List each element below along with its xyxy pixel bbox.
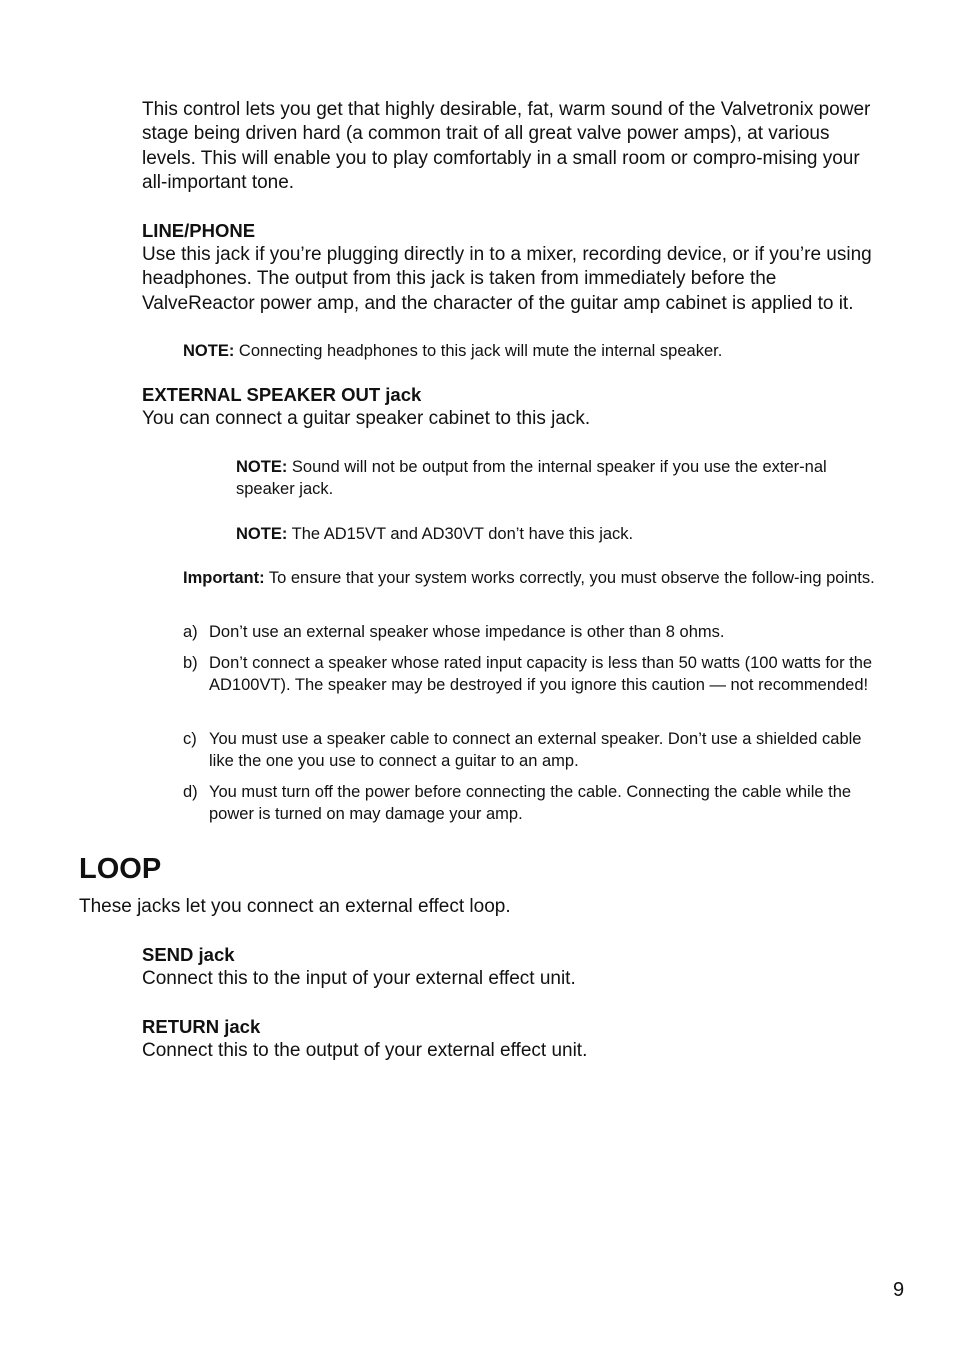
- important-list: [183, 621, 878, 643]
- return-jack-body: Connect this to the output of your external effect unit.: [142, 1040, 588, 1061]
- note-label: NOTE:: [236, 525, 288, 543]
- list-marker: c): [183, 730, 197, 748]
- important-label: Important:: [183, 569, 265, 587]
- important-list-d: [183, 781, 878, 825]
- list-marker: d): [183, 783, 198, 801]
- list-marker: a): [183, 623, 198, 641]
- note-label: NOTE:: [236, 458, 288, 476]
- list-item: [183, 728, 878, 772]
- list-text: Don’t connect a speaker whose rated input capacity is less than 50 watts (100 watts for the AD100VT). The speaker may be destroyed if you ignore this caution — not recommended!: [209, 654, 873, 694]
- list-item: [183, 781, 878, 825]
- important-list-b: [183, 652, 878, 696]
- important-list-c: [183, 728, 878, 772]
- important-text: To ensure that your system works correctly, you must observe the follow-ing points.: [264, 569, 875, 587]
- list-marker: b): [183, 654, 198, 672]
- note-text: Connecting headphones to this jack will mute the internal speaker.: [234, 342, 723, 360]
- important-note: [183, 567, 878, 589]
- list-text: You must turn off the power before connecting the cable. Connecting the cable while the power is turned on may damage your amp.: [209, 783, 852, 823]
- ext-speaker-note-1: [236, 456, 878, 500]
- list-item: [183, 621, 878, 643]
- note-label: NOTE:: [183, 342, 235, 360]
- note-text: The AD15VT and AD30VT don’t have this jack.: [287, 525, 634, 543]
- line-phone-note: [183, 340, 883, 362]
- page-number: 9: [893, 1279, 905, 1301]
- loop-body: These jacks let you connect an external effect loop.: [79, 896, 511, 917]
- line-phone-heading: LINE/PHONE: [142, 220, 256, 241]
- ext-speaker-body: You can connect a guitar speaker cabinet to this jack.: [142, 408, 591, 429]
- note-text: Sound will not be output from the internal speaker if you use the exter-nal speaker jack.: [236, 458, 827, 498]
- list-text: Don’t use an external speaker whose impedance is other than 8 ohms.: [209, 623, 725, 641]
- ext-speaker-heading: EXTERNAL SPEAKER OUT jack: [142, 384, 422, 405]
- ext-speaker-note-2: [236, 523, 878, 545]
- return-jack-heading: RETURN jack: [142, 1016, 261, 1037]
- list-text: You must use a speaker cable to connect an external speaker. Don’t use a shielded cable like the one you use to connect a guitar to an amp.: [209, 730, 862, 770]
- loop-heading: LOOP: [79, 853, 162, 885]
- send-jack-body: Connect this to the input of your external effect unit.: [142, 968, 576, 989]
- send-jack-heading: SEND jack: [142, 944, 235, 965]
- intro-paragraph: This control lets you get that highly desirable, fat, warm sound of the Valvetronix power stage being driven hard (a common trait of all great valve power amps), at various levels. This will enable you to play comfortably in a small room or compro-mising your all-important tone.: [142, 99, 871, 193]
- list-item: [183, 652, 878, 696]
- line-phone-body: Use this jack if you’re plugging directly in to a mixer, recording device, or if you’re using headphones. The output from this jack is taken from immediately before the ValveReactor power amp, and the character of the guitar amp cabinet is applied to it.: [142, 244, 872, 314]
